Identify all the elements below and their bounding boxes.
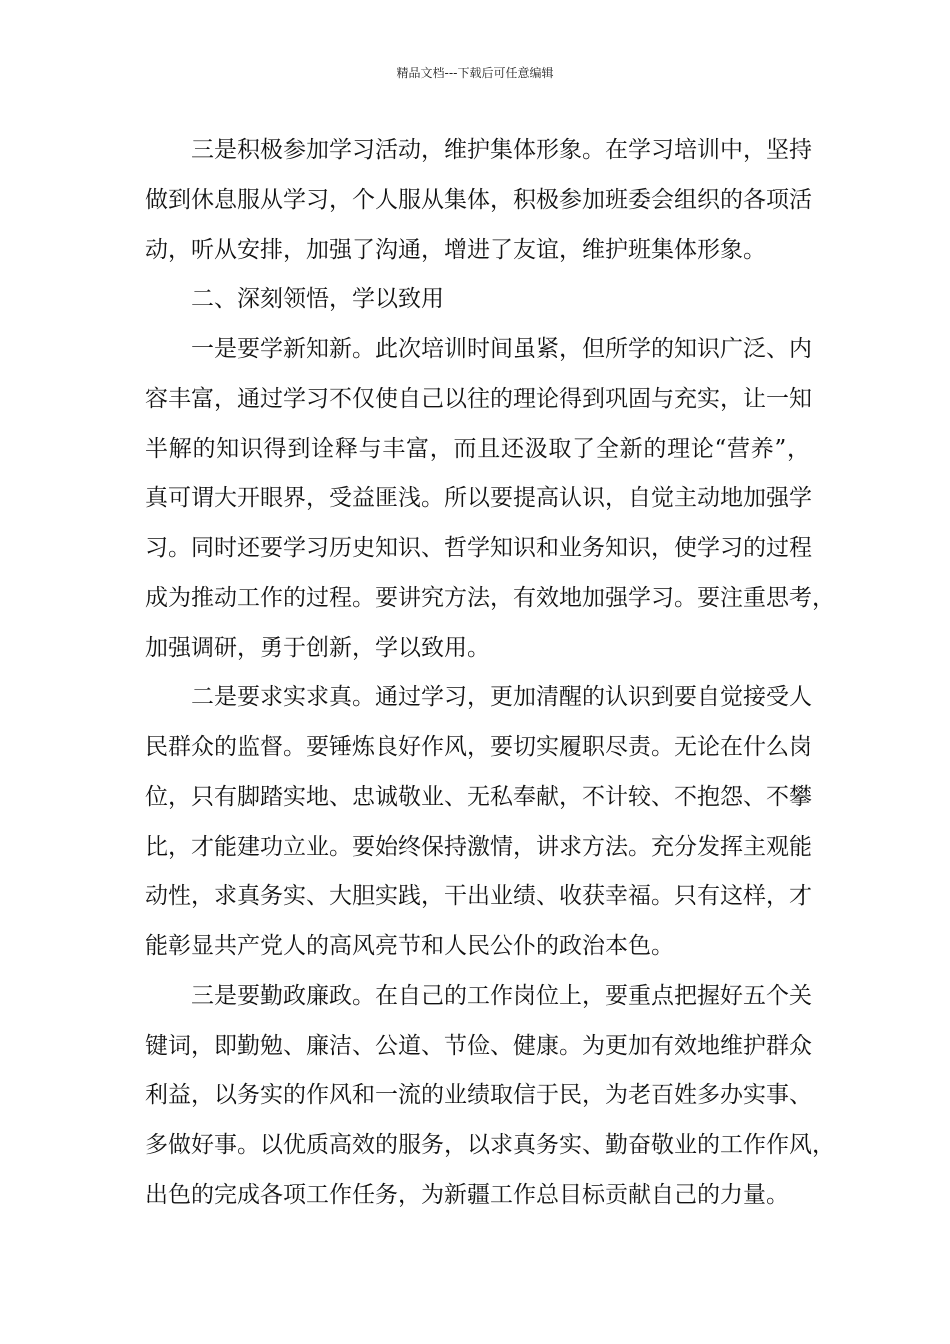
text-line: 三是要勤政廉政。在自己的工作岗位上，要重点把握好五个关: [191, 982, 812, 1009]
text-line: 二是要求实求真。通过学习，更加清醒的认识到要自觉接受人: [191, 684, 812, 711]
text-line: 成为推动工作的过程。要讲究方法，有效地加强学习。要注重思考，: [145, 584, 835, 611]
text-line: 二、深刻领悟，学以致用: [191, 286, 444, 313]
text-line: 动性，求真务实、大胆实践，干出业绩、收获幸福。只有这样，才: [145, 883, 812, 910]
text-line: 做到休息服从学习，个人服从集体，积极参加班委会组织的各项活: [145, 186, 812, 213]
text-line: 半解的知识得到诠释与丰富，而且还汲取了全新的理论“营养”，: [145, 435, 810, 462]
text-line: 加强调研，勇于创新，学以致用。: [145, 634, 490, 661]
page-header: 精品文档---下载后可任意编辑: [396, 66, 554, 80]
text-line: 真可谓大开眼界，受益匪浅。所以要提高认识，自觉主动地加强学: [145, 485, 812, 512]
text-line: 多做好事。以优质高效的服务，以求真务实、勤奋敬业的工作作风，: [145, 1132, 835, 1158]
text-line: 一是要学新知新。此次培训时间虽紧，但所学的知识广泛、内: [191, 336, 812, 362]
text-line: 位，只有脚踏实地、忠诚敬业、无私奉献，不计较、不抱怨、不攀: [145, 783, 812, 810]
text-line: 能彰显共产党人的高风亮节和人民公仆的政治本色。: [145, 933, 674, 959]
text-line: 出色的完成各项工作任务，为新疆工作总目标贡献自己的力量。: [145, 1181, 789, 1208]
text-line: 民群众的监督。要锤炼良好作风，要切实履职尽责。无论在什么岗: [145, 734, 812, 760]
text-line: 动，听从安排，加强了沟通，增进了友谊，维护班集体形象。: [145, 236, 766, 263]
text-line: 键词，即勤勉、廉洁、公道、节俭、健康。为更加有效地维护群众: [145, 1032, 812, 1059]
text-line: 比，才能建功立业。要始终保持激情，讲求方法。充分发挥主观能: [145, 833, 812, 860]
text-line: 三是积极参加学习活动，维护集体形象。在学习培训中，坚持: [191, 137, 812, 163]
text-line: 习。同时还要学习历史知识、哲学知识和业务知识，使学习的过程: [145, 535, 812, 561]
body-text: [145, 126, 835, 1221]
text-line: 利益，以务实的作风和一流的业绩取信于民，为老百姓多办实事、: [145, 1082, 812, 1109]
text-line: 容丰富，通过学习不仅使自己以往的理论得到巩固与充实，让一知: [145, 385, 812, 412]
